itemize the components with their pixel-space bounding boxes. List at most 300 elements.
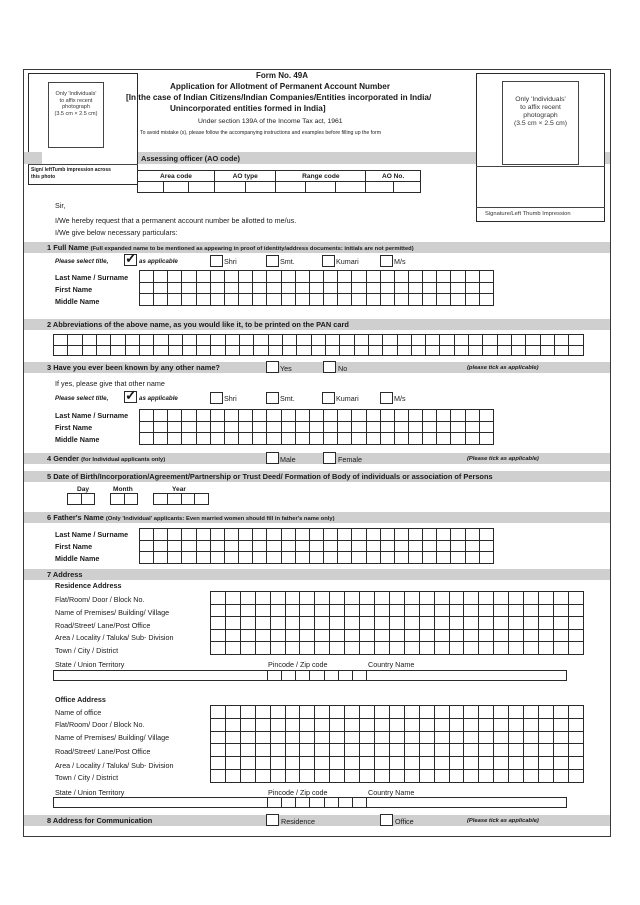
char-cell[interactable] xyxy=(285,757,300,770)
char-cell[interactable] xyxy=(239,540,253,552)
char-cell[interactable] xyxy=(352,421,366,433)
char-cell[interactable] xyxy=(434,770,449,783)
char-cell[interactable] xyxy=(389,757,404,770)
char-cell[interactable] xyxy=(330,617,345,630)
char-cell[interactable] xyxy=(509,731,524,744)
char-cell[interactable] xyxy=(494,592,509,605)
char-cell[interactable] xyxy=(211,757,226,770)
char-cell[interactable] xyxy=(338,552,352,564)
char-cell[interactable] xyxy=(224,529,238,541)
s8-residence-checkbox[interactable] xyxy=(266,814,279,826)
char-cell[interactable] xyxy=(182,529,196,541)
char-cell[interactable] xyxy=(225,592,240,605)
char-cell[interactable] xyxy=(434,744,449,757)
char-cell[interactable] xyxy=(281,540,295,552)
char-cell[interactable] xyxy=(182,433,196,445)
char-cell[interactable] xyxy=(419,642,434,655)
char-cell[interactable] xyxy=(479,731,494,744)
char-cell[interactable] xyxy=(267,433,281,445)
char-cell[interactable] xyxy=(568,592,583,605)
char-cell[interactable] xyxy=(538,718,553,731)
char-cell[interactable] xyxy=(197,335,211,346)
char-cell[interactable] xyxy=(524,757,539,770)
char-cell[interactable] xyxy=(270,770,285,783)
char-cell[interactable] xyxy=(404,718,419,731)
char-cell[interactable] xyxy=(479,718,494,731)
char-cell[interactable] xyxy=(464,770,479,783)
s1-shri-checkbox[interactable] xyxy=(210,255,223,267)
char-cell[interactable] xyxy=(568,706,583,719)
char-cell[interactable] xyxy=(154,552,168,564)
char-cell[interactable] xyxy=(568,617,583,630)
char-cell[interactable] xyxy=(437,294,451,306)
char-cell[interactable] xyxy=(389,642,404,655)
char-cell[interactable] xyxy=(394,271,408,283)
char-cell[interactable] xyxy=(324,540,338,552)
char-cell[interactable] xyxy=(330,629,345,642)
char-cell[interactable] xyxy=(368,345,382,356)
char-cell[interactable] xyxy=(281,529,295,541)
char-cell[interactable] xyxy=(397,335,411,346)
char-cell[interactable] xyxy=(240,731,255,744)
char-cell[interactable] xyxy=(324,552,338,564)
char-cell[interactable] xyxy=(267,540,281,552)
char-cell[interactable] xyxy=(524,592,539,605)
res-country-input[interactable] xyxy=(366,670,567,681)
char-cell[interactable] xyxy=(352,798,366,808)
char-cell[interactable] xyxy=(111,494,125,505)
char-cell[interactable] xyxy=(352,433,366,445)
s1-kumari-checkbox[interactable] xyxy=(322,255,335,267)
char-cell[interactable] xyxy=(330,731,345,744)
char-cell[interactable] xyxy=(497,345,511,356)
char-cell[interactable] xyxy=(464,744,479,757)
char-cell[interactable] xyxy=(270,718,285,731)
char-cell[interactable] xyxy=(404,770,419,783)
char-cell[interactable] xyxy=(255,718,270,731)
char-cell[interactable] xyxy=(464,592,479,605)
char-cell[interactable] xyxy=(253,271,267,283)
char-cell[interactable] xyxy=(253,282,267,294)
char-cell[interactable] xyxy=(315,629,330,642)
char-cell[interactable] xyxy=(310,671,324,681)
char-cell[interactable] xyxy=(352,540,366,552)
char-cell[interactable] xyxy=(449,642,464,655)
char-cell[interactable] xyxy=(360,604,375,617)
char-cell[interactable] xyxy=(553,718,568,731)
char-cell[interactable] xyxy=(423,410,437,422)
char-cell[interactable] xyxy=(366,540,380,552)
char-cell[interactable] xyxy=(325,335,339,346)
char-cell[interactable] xyxy=(210,282,224,294)
char-cell[interactable] xyxy=(283,345,297,356)
char-cell[interactable] xyxy=(553,744,568,757)
char-cell[interactable] xyxy=(419,629,434,642)
char-cell[interactable] xyxy=(449,744,464,757)
char-cell[interactable] xyxy=(211,592,226,605)
char-cell[interactable] xyxy=(524,642,539,655)
char-cell[interactable] xyxy=(255,731,270,744)
ao-area-code-cell[interactable] xyxy=(163,182,189,193)
char-cell[interactable] xyxy=(196,540,210,552)
char-cell[interactable] xyxy=(154,282,168,294)
char-cell[interactable] xyxy=(569,335,584,346)
char-cell[interactable] xyxy=(182,552,196,564)
char-cell[interactable] xyxy=(352,271,366,283)
char-cell[interactable] xyxy=(419,757,434,770)
s3-shri-checkbox[interactable] xyxy=(210,392,223,404)
char-cell[interactable] xyxy=(380,433,394,445)
char-cell[interactable] xyxy=(255,744,270,757)
char-cell[interactable] xyxy=(437,433,451,445)
char-cell[interactable] xyxy=(380,421,394,433)
char-cell[interactable] xyxy=(154,410,168,422)
char-cell[interactable] xyxy=(408,410,422,422)
char-cell[interactable] xyxy=(479,552,493,564)
char-cell[interactable] xyxy=(352,671,366,681)
char-cell[interactable] xyxy=(553,592,568,605)
char-cell[interactable] xyxy=(380,529,394,541)
char-cell[interactable] xyxy=(509,706,524,719)
char-cell[interactable] xyxy=(270,642,285,655)
char-cell[interactable] xyxy=(434,604,449,617)
char-cell[interactable] xyxy=(255,592,270,605)
s3-other-name-grid[interactable] xyxy=(139,409,494,445)
char-cell[interactable] xyxy=(330,592,345,605)
char-cell[interactable] xyxy=(310,798,324,808)
char-cell[interactable] xyxy=(360,642,375,655)
char-cell[interactable] xyxy=(168,529,182,541)
res-pincode-input[interactable] xyxy=(267,670,367,681)
char-cell[interactable] xyxy=(270,629,285,642)
char-cell[interactable] xyxy=(449,617,464,630)
char-cell[interactable] xyxy=(419,592,434,605)
char-cell[interactable] xyxy=(479,617,494,630)
s1-smt-checkbox[interactable] xyxy=(266,255,279,267)
char-cell[interactable] xyxy=(374,718,389,731)
char-cell[interactable] xyxy=(368,335,382,346)
char-cell[interactable] xyxy=(360,592,375,605)
char-cell[interactable] xyxy=(408,271,422,283)
char-cell[interactable] xyxy=(324,410,338,422)
char-cell[interactable] xyxy=(434,718,449,731)
char-cell[interactable] xyxy=(338,410,352,422)
char-cell[interactable] xyxy=(465,433,479,445)
char-cell[interactable] xyxy=(295,552,309,564)
char-cell[interactable] xyxy=(309,271,323,283)
char-cell[interactable] xyxy=(419,706,434,719)
char-cell[interactable] xyxy=(211,731,226,744)
char-cell[interactable] xyxy=(494,604,509,617)
char-cell[interactable] xyxy=(553,604,568,617)
char-cell[interactable] xyxy=(509,617,524,630)
s4-female-checkbox[interactable] xyxy=(323,452,336,464)
char-cell[interactable] xyxy=(437,410,451,422)
char-cell[interactable] xyxy=(240,335,254,346)
char-cell[interactable] xyxy=(394,433,408,445)
char-cell[interactable] xyxy=(509,770,524,783)
char-cell[interactable] xyxy=(479,410,493,422)
char-cell[interactable] xyxy=(330,757,345,770)
char-cell[interactable] xyxy=(281,294,295,306)
char-cell[interactable] xyxy=(437,529,451,541)
char-cell[interactable] xyxy=(569,345,584,356)
char-cell[interactable] xyxy=(225,731,240,744)
char-cell[interactable] xyxy=(451,540,465,552)
char-cell[interactable] xyxy=(154,529,168,541)
char-cell[interactable] xyxy=(300,744,315,757)
char-cell[interactable] xyxy=(300,642,315,655)
char-cell[interactable] xyxy=(479,604,494,617)
char-cell[interactable] xyxy=(54,335,68,346)
char-cell[interactable] xyxy=(360,617,375,630)
char-cell[interactable] xyxy=(210,433,224,445)
res-state-input[interactable] xyxy=(53,670,268,681)
char-cell[interactable] xyxy=(239,421,253,433)
char-cell[interactable] xyxy=(240,744,255,757)
char-cell[interactable] xyxy=(168,335,182,346)
char-cell[interactable] xyxy=(330,718,345,731)
char-cell[interactable] xyxy=(408,282,422,294)
char-cell[interactable] xyxy=(483,335,497,346)
char-cell[interactable] xyxy=(469,345,483,356)
char-cell[interactable] xyxy=(423,282,437,294)
char-cell[interactable] xyxy=(300,617,315,630)
char-cell[interactable] xyxy=(224,271,238,283)
char-cell[interactable] xyxy=(168,294,182,306)
char-cell[interactable] xyxy=(315,731,330,744)
char-cell[interactable] xyxy=(225,629,240,642)
char-cell[interactable] xyxy=(338,529,352,541)
char-cell[interactable] xyxy=(374,629,389,642)
char-cell[interactable] xyxy=(465,282,479,294)
char-cell[interactable] xyxy=(285,706,300,719)
char-cell[interactable] xyxy=(125,335,139,346)
char-cell[interactable] xyxy=(568,731,583,744)
char-cell[interactable] xyxy=(553,617,568,630)
char-cell[interactable] xyxy=(479,421,493,433)
char-cell[interactable] xyxy=(524,604,539,617)
char-cell[interactable] xyxy=(68,335,82,346)
char-cell[interactable] xyxy=(255,604,270,617)
char-cell[interactable] xyxy=(423,552,437,564)
char-cell[interactable] xyxy=(354,345,368,356)
char-cell[interactable] xyxy=(451,410,465,422)
char-cell[interactable] xyxy=(140,540,154,552)
char-cell[interactable] xyxy=(394,410,408,422)
char-cell[interactable] xyxy=(96,335,110,346)
char-cell[interactable] xyxy=(330,770,345,783)
char-cell[interactable] xyxy=(538,770,553,783)
char-cell[interactable] xyxy=(315,617,330,630)
char-cell[interactable] xyxy=(345,757,360,770)
char-cell[interactable] xyxy=(270,744,285,757)
char-cell[interactable] xyxy=(285,744,300,757)
char-cell[interactable] xyxy=(68,345,82,356)
char-cell[interactable] xyxy=(389,592,404,605)
char-cell[interactable] xyxy=(389,718,404,731)
char-cell[interactable] xyxy=(380,271,394,283)
char-cell[interactable] xyxy=(338,798,352,808)
char-cell[interactable] xyxy=(240,757,255,770)
char-cell[interactable] xyxy=(270,757,285,770)
char-cell[interactable] xyxy=(239,529,253,541)
char-cell[interactable] xyxy=(494,706,509,719)
char-cell[interactable] xyxy=(255,617,270,630)
char-cell[interactable] xyxy=(440,345,454,356)
char-cell[interactable] xyxy=(512,345,526,356)
char-cell[interactable] xyxy=(154,345,168,356)
char-cell[interactable] xyxy=(374,604,389,617)
char-cell[interactable] xyxy=(300,604,315,617)
char-cell[interactable] xyxy=(281,552,295,564)
char-cell[interactable] xyxy=(479,642,494,655)
char-cell[interactable] xyxy=(374,642,389,655)
char-cell[interactable] xyxy=(330,744,345,757)
char-cell[interactable] xyxy=(309,433,323,445)
char-cell[interactable] xyxy=(345,617,360,630)
s3-yes-checkbox[interactable] xyxy=(266,361,279,373)
char-cell[interactable] xyxy=(389,629,404,642)
char-cell[interactable] xyxy=(352,410,366,422)
char-cell[interactable] xyxy=(434,706,449,719)
char-cell[interactable] xyxy=(168,433,182,445)
char-cell[interactable] xyxy=(389,770,404,783)
char-cell[interactable] xyxy=(464,642,479,655)
char-cell[interactable] xyxy=(255,757,270,770)
char-cell[interactable] xyxy=(225,770,240,783)
char-cell[interactable] xyxy=(240,345,254,356)
char-cell[interactable] xyxy=(315,770,330,783)
char-cell[interactable] xyxy=(437,552,451,564)
char-cell[interactable] xyxy=(196,410,210,422)
s8-office-checkbox[interactable] xyxy=(380,814,393,826)
char-cell[interactable] xyxy=(270,604,285,617)
char-cell[interactable] xyxy=(554,345,568,356)
char-cell[interactable] xyxy=(464,604,479,617)
char-cell[interactable] xyxy=(300,770,315,783)
char-cell[interactable] xyxy=(282,671,296,681)
char-cell[interactable] xyxy=(360,629,375,642)
char-cell[interactable] xyxy=(568,757,583,770)
char-cell[interactable] xyxy=(239,410,253,422)
char-cell[interactable] xyxy=(283,335,297,346)
char-cell[interactable] xyxy=(526,345,540,356)
char-cell[interactable] xyxy=(309,294,323,306)
char-cell[interactable] xyxy=(267,410,281,422)
char-cell[interactable] xyxy=(224,540,238,552)
char-cell[interactable] xyxy=(239,433,253,445)
char-cell[interactable] xyxy=(434,731,449,744)
char-cell[interactable] xyxy=(479,706,494,719)
char-cell[interactable] xyxy=(195,494,209,505)
char-cell[interactable] xyxy=(211,718,226,731)
char-cell[interactable] xyxy=(509,604,524,617)
char-cell[interactable] xyxy=(449,757,464,770)
char-cell[interactable] xyxy=(315,757,330,770)
char-cell[interactable] xyxy=(267,529,281,541)
char-cell[interactable] xyxy=(451,433,465,445)
char-cell[interactable] xyxy=(311,345,325,356)
char-cell[interactable] xyxy=(394,282,408,294)
char-cell[interactable] xyxy=(295,410,309,422)
char-cell[interactable] xyxy=(465,552,479,564)
char-cell[interactable] xyxy=(366,271,380,283)
off-pincode-input[interactable] xyxy=(267,797,367,808)
char-cell[interactable] xyxy=(196,294,210,306)
char-cell[interactable] xyxy=(111,335,125,346)
char-cell[interactable] xyxy=(538,731,553,744)
char-cell[interactable] xyxy=(352,529,366,541)
char-cell[interactable] xyxy=(140,552,154,564)
char-cell[interactable] xyxy=(509,757,524,770)
char-cell[interactable] xyxy=(285,617,300,630)
char-cell[interactable] xyxy=(380,540,394,552)
char-cell[interactable] xyxy=(281,421,295,433)
char-cell[interactable] xyxy=(408,540,422,552)
char-cell[interactable] xyxy=(168,540,182,552)
char-cell[interactable] xyxy=(254,345,268,356)
char-cell[interactable] xyxy=(240,617,255,630)
char-cell[interactable] xyxy=(182,282,196,294)
char-cell[interactable] xyxy=(352,282,366,294)
char-cell[interactable] xyxy=(345,718,360,731)
char-cell[interactable] xyxy=(408,421,422,433)
char-cell[interactable] xyxy=(479,757,494,770)
char-cell[interactable] xyxy=(404,629,419,642)
char-cell[interactable] xyxy=(225,706,240,719)
char-cell[interactable] xyxy=(366,421,380,433)
char-cell[interactable] xyxy=(449,731,464,744)
char-cell[interactable] xyxy=(239,271,253,283)
char-cell[interactable] xyxy=(268,798,282,808)
char-cell[interactable] xyxy=(315,744,330,757)
char-cell[interactable] xyxy=(494,731,509,744)
char-cell[interactable] xyxy=(296,798,310,808)
char-cell[interactable] xyxy=(295,271,309,283)
char-cell[interactable] xyxy=(553,757,568,770)
ao-area-code-cell[interactable] xyxy=(138,182,164,193)
s1-name-grid[interactable] xyxy=(139,270,494,306)
char-cell[interactable] xyxy=(449,770,464,783)
char-cell[interactable] xyxy=(324,294,338,306)
char-cell[interactable] xyxy=(309,540,323,552)
char-cell[interactable] xyxy=(451,552,465,564)
char-cell[interactable] xyxy=(524,629,539,642)
char-cell[interactable] xyxy=(449,604,464,617)
char-cell[interactable] xyxy=(380,294,394,306)
char-cell[interactable] xyxy=(281,271,295,283)
char-cell[interactable] xyxy=(434,757,449,770)
char-cell[interactable] xyxy=(404,731,419,744)
char-cell[interactable] xyxy=(253,529,267,541)
char-cell[interactable] xyxy=(268,345,282,356)
char-cell[interactable] xyxy=(338,271,352,283)
char-cell[interactable] xyxy=(426,345,440,356)
char-cell[interactable] xyxy=(419,744,434,757)
char-cell[interactable] xyxy=(168,421,182,433)
char-cell[interactable] xyxy=(374,617,389,630)
char-cell[interactable] xyxy=(389,731,404,744)
char-cell[interactable] xyxy=(309,282,323,294)
office-address-grid[interactable] xyxy=(210,705,584,783)
char-cell[interactable] xyxy=(419,617,434,630)
char-cell[interactable] xyxy=(469,335,483,346)
char-cell[interactable] xyxy=(374,706,389,719)
char-cell[interactable] xyxy=(125,345,139,356)
char-cell[interactable] xyxy=(374,757,389,770)
char-cell[interactable] xyxy=(404,604,419,617)
